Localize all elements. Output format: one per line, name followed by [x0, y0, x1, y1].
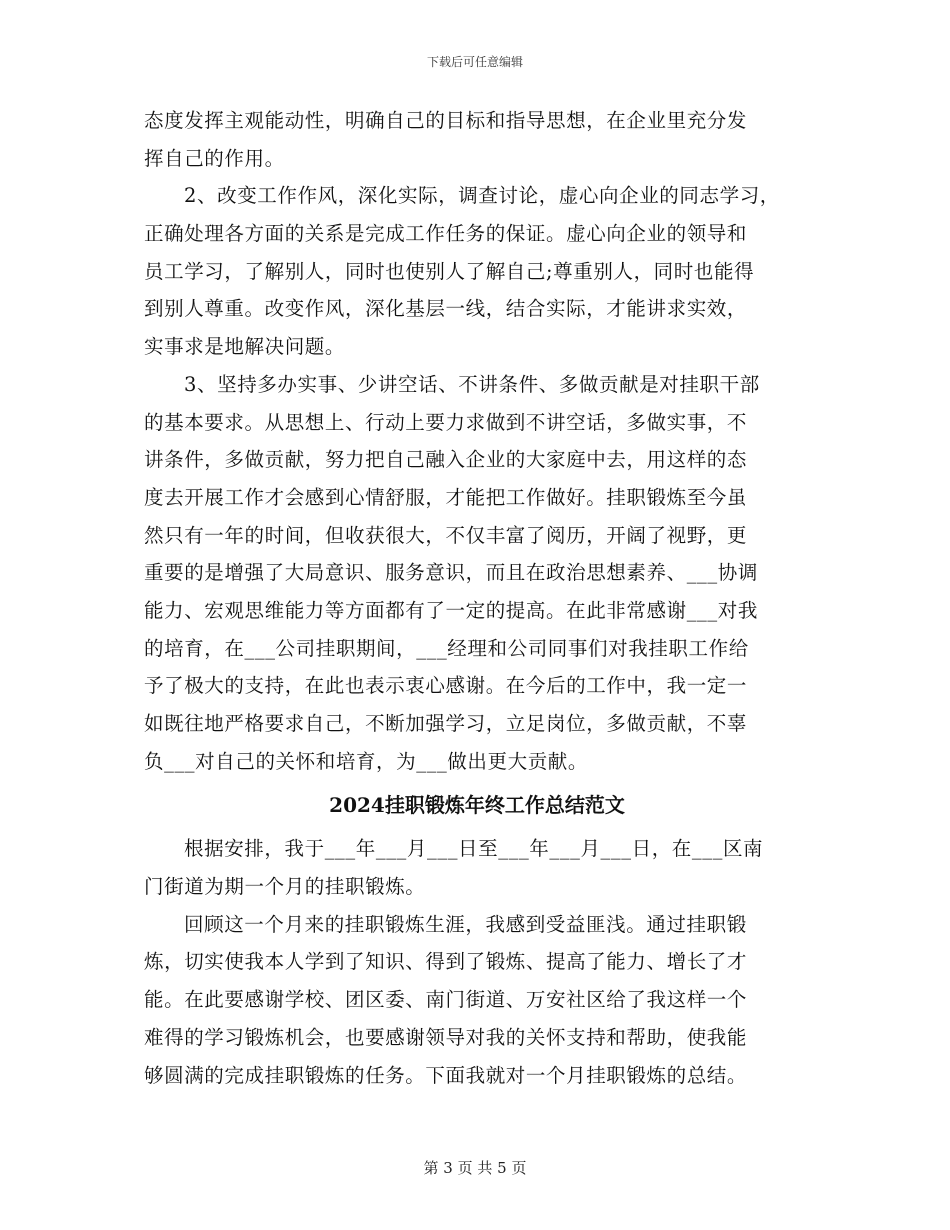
- page-header-note: 下载后可任意编辑: [426, 55, 523, 69]
- paragraph-start-line: 回顾这一个月来的挂职锻炼生涯，我感到受益匪浅。通过挂职锻: [184, 912, 747, 936]
- text-line: 重要的是增强了大局意识、服务意识，而且在政治思想素养、___协调: [144, 561, 758, 585]
- text-line: 实事求是地解决问题。: [144, 335, 346, 359]
- text-line: 然只有一年的时间，但收获很大，不仅丰富了阅历，开阔了视野，更: [144, 523, 748, 547]
- text-line: 难得的学习锻炼机会，也要感谢领导对我的关怀支持和帮助，使我能: [144, 1025, 748, 1049]
- text-line: 负___对自己的关怀和培育，为___做出更大贡献。: [144, 749, 589, 773]
- text-line: 员工学习，了解别人，同时也使别人了解自己;尊重别人，同时也能得: [144, 259, 755, 283]
- section-title: 2024挂职锻炼年终工作总结范文: [329, 793, 625, 818]
- text-line: 正确处理各方面的关系是完成工作任务的保证。虚心向企业的领导和: [144, 222, 748, 246]
- text-line: 如既往地严格要求自己，不断加强学习，立足岗位，多做贡献，不辜: [144, 712, 748, 735]
- text-line: 挥自己的作用。: [144, 146, 285, 170]
- text-line: 炼，切实使我本人学到了知识、得到了锻炼、提高了能力、增长了才: [144, 950, 748, 974]
- text-line: 的基本要求。从思想上、行动上要力求做到不讲空话，多做实事，不: [144, 410, 748, 434]
- text-line: 予了极大的支持，在此也表示衷心感谢。在今后的工作中，我一定一: [144, 674, 748, 698]
- text-line: 到别人尊重。改变作风，深化基层一线，结合实际，才能讲求实效，: [144, 297, 748, 321]
- text-line: 够圆满的完成挂职锻炼的任务。下面我就对一个月挂职锻炼的总结。: [144, 1063, 748, 1087]
- paragraph-start-line: 根据安排，我于___年___月___日至___年___月___日，在___区南: [184, 837, 764, 861]
- paragraph-start-line: 3、坚持多办实事、少讲空话、不讲条件、多做贡献是对挂职干部: [184, 372, 760, 396]
- text-line: 能力、宏观思维能力等方面都有了一定的提高。在此非常感谢___对我: [144, 598, 758, 622]
- text-line: 的培育，在___公司挂职期间，___经理和公司同事们对我挂职工作给: [144, 636, 749, 660]
- text-line: 门街道为期一个月的挂职锻炼。: [144, 875, 426, 899]
- document-body: [144, 102, 810, 1094]
- text-line: 讲条件，多做贡献，努力把自己融入企业的大家庭中去，用这样的态: [144, 448, 748, 472]
- page-number: 第 3 页 共 5 页: [423, 1159, 527, 1177]
- text-line: 态度发挥主观能动性，明确自己的目标和指导思想，在企业里充分发: [144, 109, 748, 132]
- text-line: 能。在此要感谢学校、团区委、南门街道、万安社区给了我这样一个: [144, 988, 748, 1012]
- paragraph-start-line: 2、改变工作作风，深化实际，调查讨论，虚心向企业的同志学习，: [184, 184, 780, 208]
- text-line: 度去开展工作才会感到心情舒服，才能把工作做好。挂职锻炼至今虽: [144, 485, 748, 509]
